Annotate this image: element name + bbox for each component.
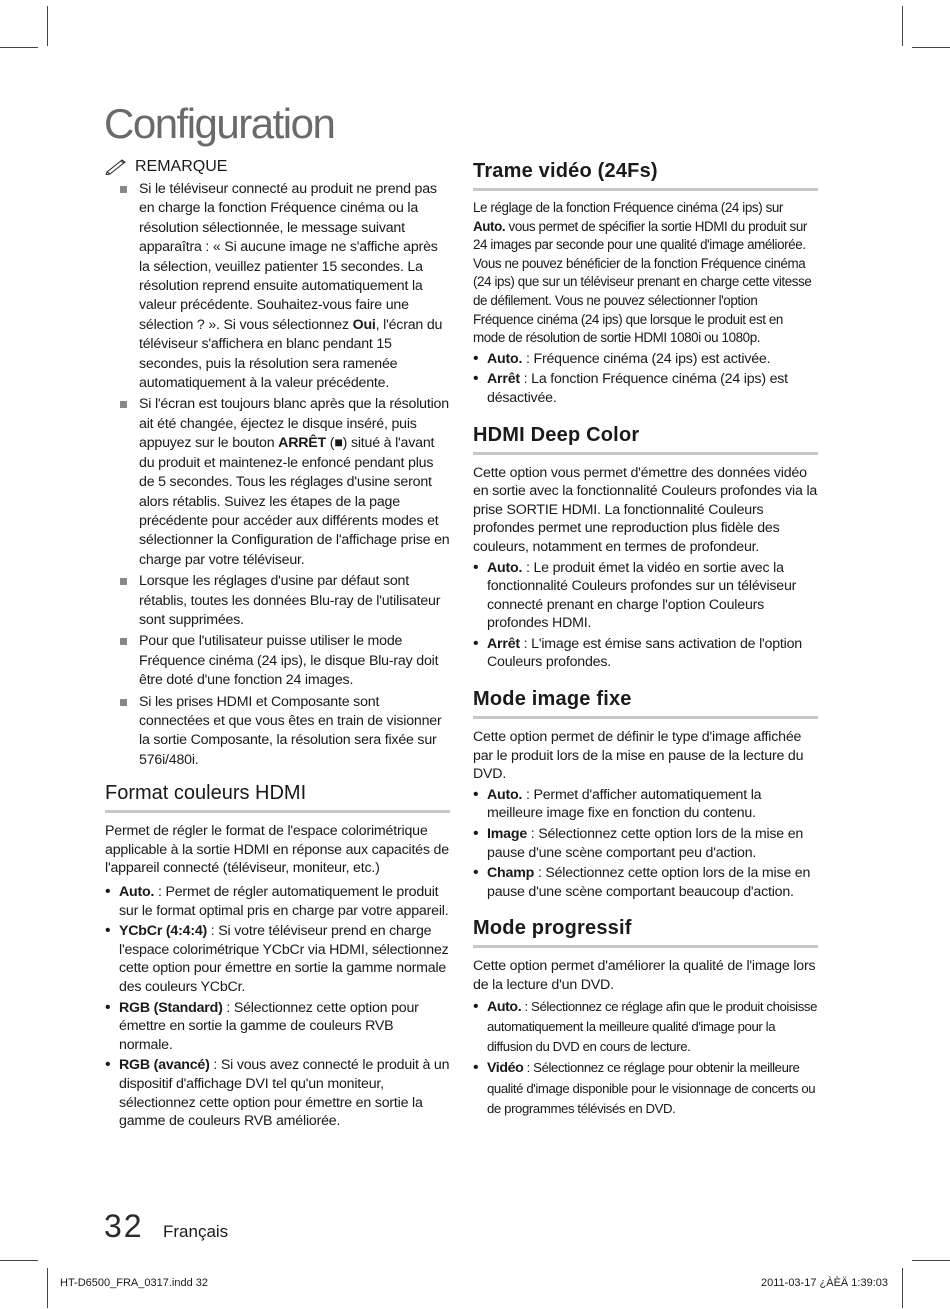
note-item: Si les prises HDMI et Composante sont connectées et que vous êtes en train de visionner la sortie Composante, la résolution sera fixée sur 576i/480i. bbox=[139, 693, 450, 771]
option-list bbox=[473, 350, 818, 408]
section-title-progressive: Mode progressif bbox=[473, 915, 818, 948]
option-list bbox=[473, 559, 818, 673]
crop-mark bbox=[912, 47, 950, 48]
crop-mark bbox=[902, 6, 903, 46]
section-intro: Cette option permet de définir le type d'image affichée par le produit lors de la mise en pause de la lecture du DVD. bbox=[473, 729, 804, 783]
option-list bbox=[473, 997, 818, 1119]
list-item: • YCbCr (4:4:4) : Si votre téléviseur prend en charge l'espace colorimétrique YCbCr via HDMI, sélectionnez cette option pour émettre en sortie la gamme normale des couleurs YCbCr. bbox=[119, 922, 450, 996]
section-title-still: Mode image fixe bbox=[473, 686, 818, 719]
section-title-deep-color: HDMI Deep Color bbox=[473, 422, 818, 455]
list-item: • Vidéo : Sélectionnez ce réglage pour obtenir la meilleure qualité d'image disponible pour le visionnage de concerts ou de programmes télévisés en DVD. bbox=[487, 1058, 818, 1118]
list-item: • Champ : Sélectionnez cette option lors de la mise en pause d'une scène comportant beaucoup d'action. bbox=[487, 864, 818, 901]
crop-mark bbox=[0, 47, 38, 48]
print-slug-date: 2011-03-17 ¿ÀÈÄ 1:39:03 bbox=[761, 1277, 888, 1289]
section-title-format-hdmi: Format couleurs HDMI bbox=[105, 780, 450, 813]
list-item: • RGB (Standard) : Sélectionnez cette option pour émettre en sortie la gamme de couleurs RVB normale. bbox=[119, 999, 450, 1055]
section-intro: Cette option vous permet d'émettre des données vidéo en sortie avec la fonctionnalité Couleurs profondes via la prise SORTIE HDMI. La fonctionnalité Couleurs profondes permet une reproduction plus fidèle des couleurs, notamment en termes de profondeur. bbox=[473, 464, 818, 555]
print-slug-file: HT-D6500_FRA_0317.indd 32 bbox=[60, 1277, 208, 1289]
list-item: • Auto. : Sélectionnez ce réglage afin que le produit choisisse automatiquement la meilleure qualité d'image pour la diffusion du DVD en cours de lecture. bbox=[487, 997, 818, 1057]
page-title: Configuration bbox=[104, 100, 335, 147]
section-intro: Permet de régler le format de l'espace colorimétrique applicable à la sortie HDMI en réponse aux capacités de l'appareil connecté (téléviseur, moniteur, etc.) bbox=[105, 823, 449, 877]
list-item: • Image : Sélectionnez cette option lors de la mise en pause d'une scène comportant peu d'action. bbox=[487, 825, 818, 862]
page-language: Français bbox=[163, 1222, 229, 1241]
option-list bbox=[473, 786, 818, 902]
section-title-trame: Trame vidéo (24Fs) bbox=[473, 158, 818, 191]
page-number: 32 bbox=[104, 1208, 144, 1244]
list-item: • Auto. : Permet de régler automatiquement le produit sur le format optimal pris en charge par votre appareil. bbox=[119, 883, 450, 920]
note-list bbox=[105, 180, 450, 770]
pencil-icon bbox=[105, 159, 129, 175]
left-column bbox=[105, 158, 450, 1133]
section-intro: Le réglage de la fonction Fréquence cinéma (24 ips) sur Auto. vous permet de spécifier la sortie HDMI du produit sur 24 images par seconde pour une qualité d'image améliorée. Vous ne pouvez bénéficier de la fonction Fréquence cinéma (24 ips) que sur un téléviseur prenant en charge cette vitesse de défilement. Vous ne pouvez sélectionner l'option Fréquence cinéma (24 ips) que lorsque le produit est en mode de résolution de sortie HDMI 1080i ou 1080p. bbox=[473, 200, 812, 346]
section-intro: Cette option permet d'améliorer la qualité de l'image lors de la lecture d'un DVD. bbox=[473, 958, 816, 993]
crop-mark bbox=[47, 1268, 48, 1308]
list-item: • Arrêt : L'image est émise sans activation de l'option Couleurs profondes. bbox=[487, 635, 818, 672]
crop-mark bbox=[47, 6, 48, 46]
note-item: Si l'écran est toujours blanc après que la résolution ait été changée, éjectez le disque inséré, puis appuyez sur le bouton ARRÊT (■) situé à l'avant du produit et maintenez-le enfoncé pendant plus de 5 secondes. Tous les réglages d'usine seront alors rétablis. Suivez les étapes de la page précédente pour accéder aux différents modes et sélectionner la Configuration de l'affichage prise en charge par votre téléviseur. bbox=[139, 395, 450, 570]
note-item: Si le téléviseur connecté au produit ne prend pas en charge la fonction Fréquence cinéma ou la résolution sélectionnée, le message suivant apparaîtra : « Si aucune image ne s'affiche après la sélection, veuillez patienter 15 secondes. La résolution reprend ensuite automatiquement la valeur précédente. Souhaitez-vous faire une sélection ? ». Si vous sélectionnez Oui, l'écran du téléviseur s'affichera en blanc pendant 15 secondes, puis la résolution sera ramenée automatiquement à la valeur précédente. bbox=[139, 180, 450, 393]
crop-mark bbox=[902, 1268, 903, 1308]
note-heading: REMARQUE bbox=[105, 158, 450, 176]
right-column bbox=[473, 158, 818, 1120]
list-item: • Auto. : Fréquence cinéma (24 ips) est activée. bbox=[487, 350, 818, 369]
crop-mark bbox=[0, 1260, 38, 1261]
note-item: Lorsque les réglages d'usine par défaut sont rétablis, toutes les données Blu-ray de l'utilisateur sont supprimées. bbox=[139, 572, 450, 630]
option-list bbox=[105, 883, 450, 1131]
list-item: • Arrêt : La fonction Fréquence cinéma (24 ips) est désactivée. bbox=[487, 370, 818, 407]
list-item: • RGB (avancé) : Si vous avez connecté le produit à un dispositif d'affichage DVI tel qu'un moniteur, sélectionnez cette option pour émettre en sortie la gamme de couleurs RVB améliorée. bbox=[119, 1056, 450, 1130]
crop-mark bbox=[912, 1260, 950, 1261]
list-item: • Auto. : Le produit émet la vidéo en sortie avec la fonctionnalité Couleurs profondes sur un téléviseur connecté prenant en charge l'option Couleurs profondes HDMI. bbox=[487, 559, 818, 633]
list-item: • Auto. : Permet d'afficher automatiquement la meilleure image fixe en fonction du contenu. bbox=[487, 786, 818, 823]
note-item: Pour que l'utilisateur puisse utiliser le mode Fréquence cinéma (24 ips), le disque Blu-ray doit être doté d'une fonction 24 images. bbox=[139, 632, 450, 690]
